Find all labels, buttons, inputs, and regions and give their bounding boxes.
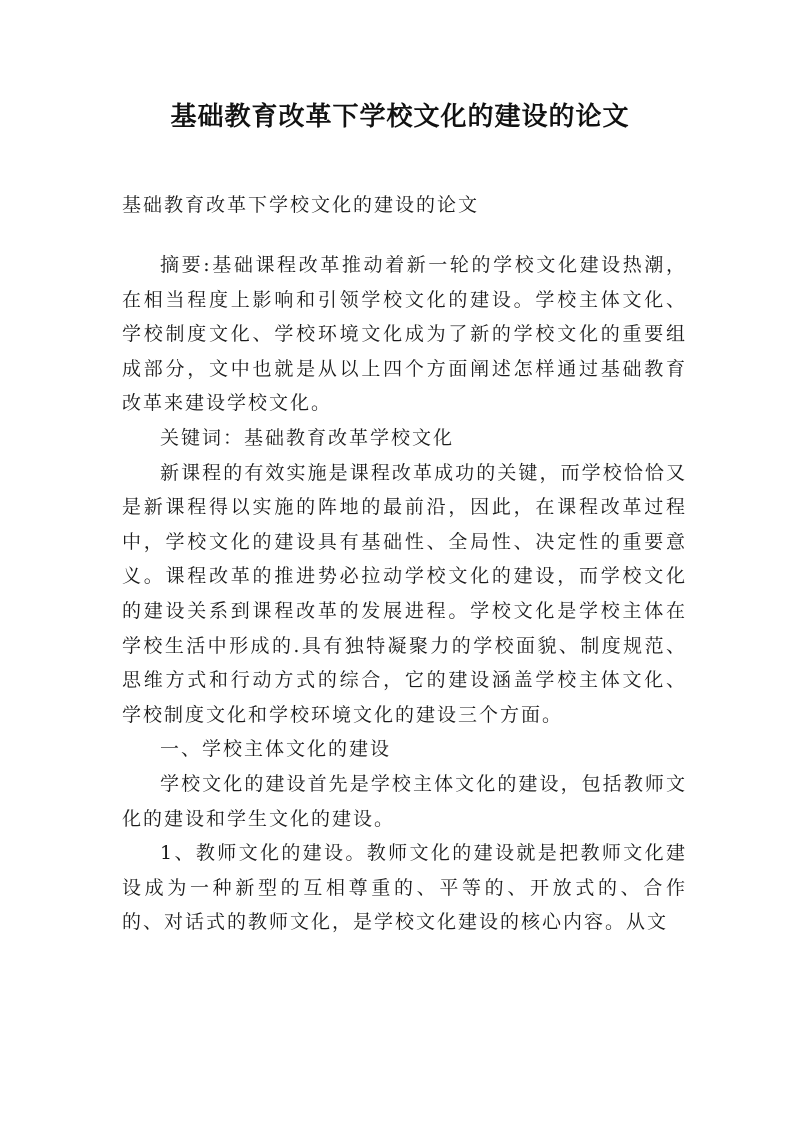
document-subtitle: 基础教育改革下学校文化的建设的论文 (122, 194, 480, 216)
abstract-paragraph: 摘要:基础课程改革推动着新一轮的学校文化建设热潮，在相当程度上影响和引领学校文化的建设。学校主体文化、学校制度文化、学校环境文化成为了新的学校文化的重要组成部分，文中也就是从以上四个方面阐述怎样通过基础教育改革来建设学校文化。 (122, 254, 687, 415)
section-heading: 一、学校主体文化的建设 (160, 738, 392, 761)
document-body (122, 248, 687, 940)
body-paragraph: 1、教师文化的建设。教师文化的建设就是把教师文化建设成为一种新型的互相尊重的、平等的、开放式的、合作的、对话式的教师文化，是学校文化建设的核心内容。从文 (122, 842, 687, 934)
body-paragraph: 学校文化的建设首先是学校主体文化的建设，包括教师文化的建设和学生文化的建设。 (122, 772, 687, 830)
intro-paragraph: 新课程的有效实施是课程改革成功的关键，而学校恰恰又是新课程得以实施的阵地的最前沿，因此，在课程改革过程中，学校文化的建设具有基础性、全局性、决定性的重要意义。课程改革的推进势必拉动学校文化的建设，而学校文化的建设关系到课程改革的发展进程。学校文化是学校主体在学校生活中形成的.具有独特凝聚力的学校面貌、制度规范、思维方式和行动方式的综合，它的建设涵盖学校主体文化、学校制度文化和学校环境文化的建设三个方面。 (122, 461, 687, 726)
document-title: 基础教育改革下学校文化的建设的论文 (170, 102, 630, 132)
keywords-paragraph: 关键词：基础教育改革学校文化 (160, 426, 455, 449)
